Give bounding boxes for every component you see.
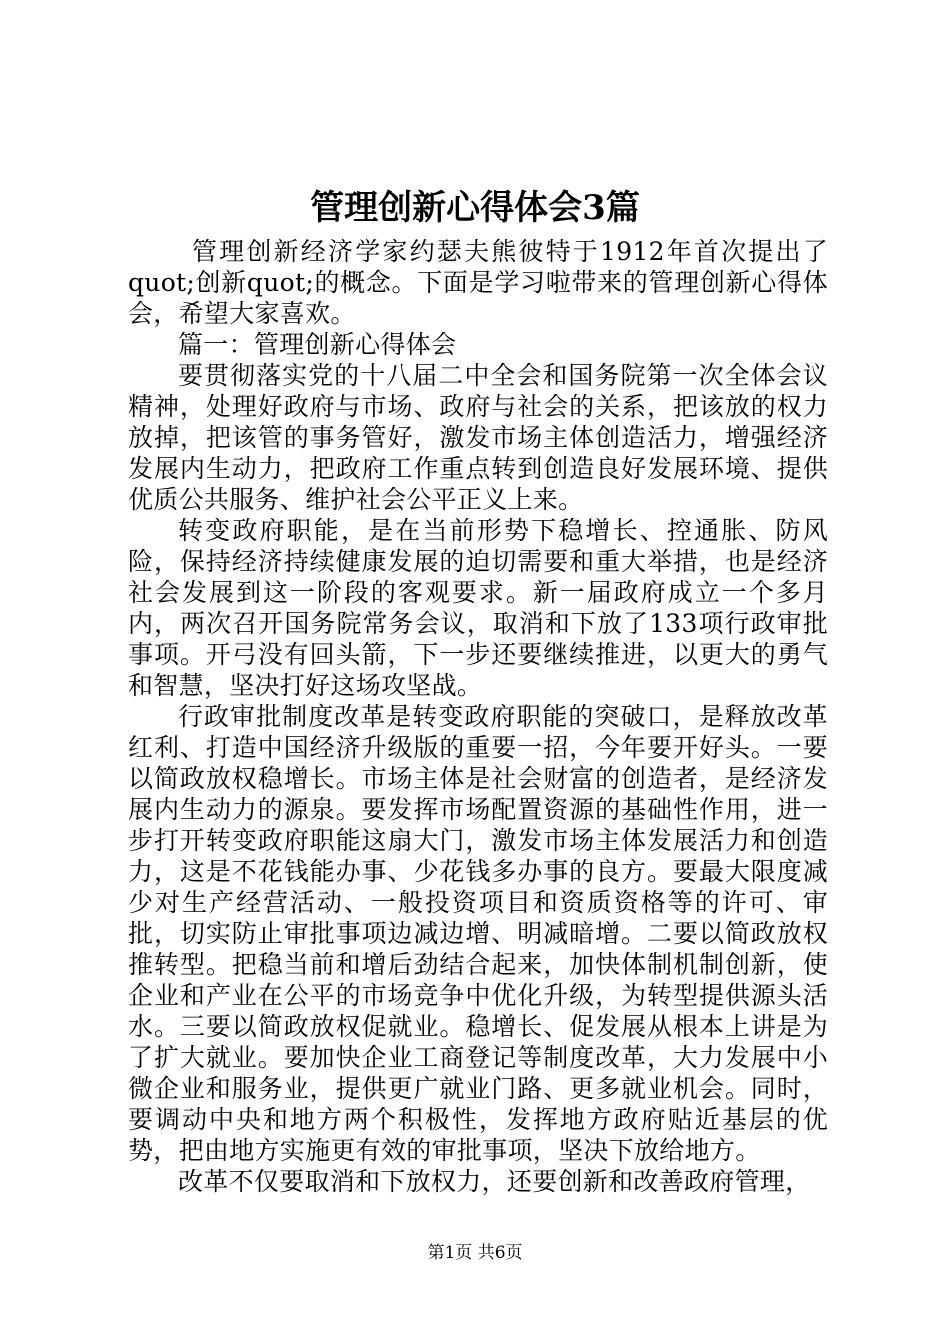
paragraph-2: 转变政府职能，是在当前形势下稳增长、控通胀、防风险，保持经济持续健康发展的迫切需要和重大举措，也是经济社会发展到这一阶段的客观要求。新一届政府成立一个多月内，两次召开国务院常务会议，取消和下放了133项行政审批事项。开弓没有回头箭，下一步还要继续推进，以更大的勇气和智慧，坚决打好这场攻坚战。 [128, 516, 828, 700]
paragraph-section-heading: 篇一：管理创新心得体会 [178, 330, 457, 359]
document-body [128, 236, 828, 1197]
paragraph-4: 改革不仅要取消和下放权力，还要创新和改善政府管理， [178, 1167, 811, 1196]
paragraph-intro: 管理创新经济学家约瑟夫熊彼特于1912年首次提出了quot;创新quot;的概念。下面是学习啦带来的管理创新心得体会，希望大家喜欢。 [128, 237, 828, 328]
page-footer: 第1页 共6页 [427, 1243, 523, 1263]
document-title: 管理创新心得体会3篇 [310, 188, 640, 228]
paragraph-3: 行政审批制度改革是转变政府职能的突破口，是释放改革红利、打造中国经济升级版的重要一招，今年要开好头。一要以简政放权稳增长。市场主体是社会财富的创造者，是经济发展内生动力的源泉。要发挥市场配置资源的基础性作用，进一步打开转变政府职能这扇大门，激发市场主体发展活力和创造力，这是不花钱能办事、少花钱多办事的良方。要最大限度减少对生产经营活动、一般投资项目和资质资格等的许可、审批，切实防止审批事项边减边增、明减暗增。二要以简政放权推转型。把稳当前和增后劲结合起来，加快体制机制创新，使企业和产业在公平的市场竞争中优化升级，为转型提供源头活水。三要以简政放权促就业。稳增长、促发展从根本上讲是为了扩大就业。要加快企业工商登记等制度改革，大力发展中小微企业和服务业，提供更广就业门路、更多就业机会。同时，要调动中央和地方两个积极性，发挥地方政府贴近基层的优势，把由地方实施更有效的审批事项，坚决下放给地方。 [128, 702, 828, 1165]
paragraph-1: 要贯彻落实党的十八届二中全会和国务院第一次全体会议精神，处理好政府与市场、政府与社会的关系，把该放的权力放掉，把该管的事务管好，激发市场主体创造活力，增强经济发展内生动力，把政府工作重点转到创造良好发展环境、提供优质公共服务、维护社会公平正义上来。 [128, 361, 828, 514]
